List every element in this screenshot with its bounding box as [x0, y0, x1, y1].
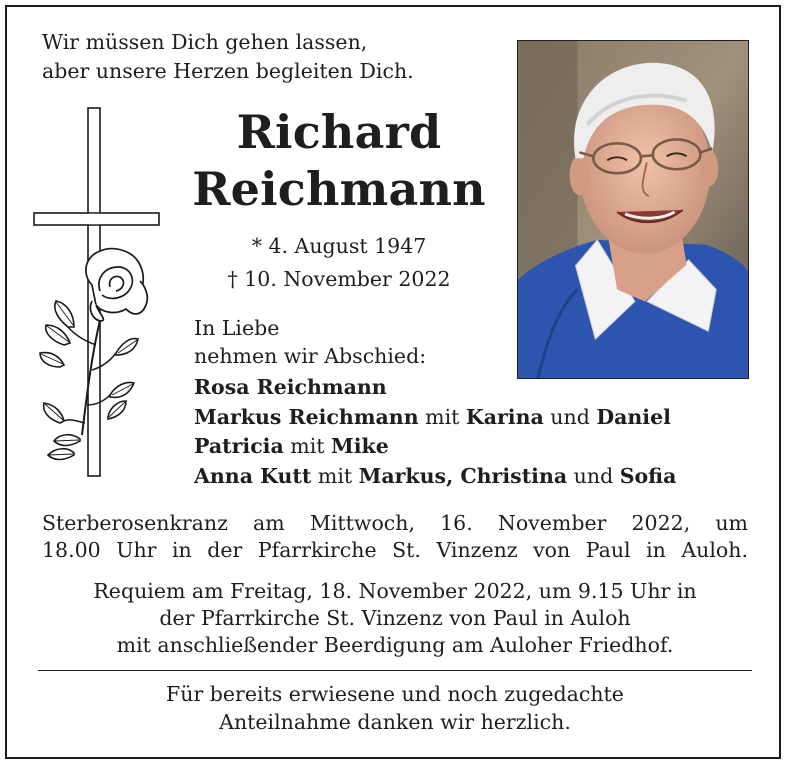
mourners-list: [194, 373, 676, 491]
death-date: † 10. November 2022: [227, 267, 451, 291]
life-dates: [196, 230, 482, 296]
mourner-name: Daniel: [596, 404, 671, 429]
mourner-name: Markus Reichmann: [194, 404, 419, 429]
rosary-notice: [42, 510, 748, 564]
mourner-name: Karina: [465, 404, 544, 429]
motto-line-2: aber unsere Herzen begleiten Dich.: [42, 59, 414, 83]
requiem-line-2: der Pfarrkirche St. Vinzenz von Paul in Auloh: [159, 606, 631, 630]
rosary-line-1: Sterberosenkranz am Mittwoch, 16. November 2022, um: [42, 511, 748, 535]
thanks-line-2: Anteilnahme danken wir herzlich.: [219, 710, 571, 734]
cross-with-rose-icon: [30, 105, 165, 485]
rosary-line-2: 18.00 Uhr in der Pfarrkirche St. Vinzenz von Paul in Auloh.: [42, 538, 748, 562]
birth-date: * 4. August 1947: [251, 234, 427, 258]
thanks-note: [40, 680, 750, 736]
requiem-line-1: Requiem am Freitag, 18. November 2022, um 9.15 Uhr in: [93, 579, 697, 603]
farewell-line-2: nehmen wir Abschied:: [194, 344, 427, 368]
first-name: Richard: [236, 105, 442, 159]
mourner-name: Rosa Reichmann: [194, 375, 387, 399]
mourner-line: [194, 432, 676, 462]
mourner-name: Patricia: [194, 434, 284, 458]
connector-text: und: [567, 463, 620, 488]
portrait-photo: [517, 40, 749, 379]
connector-text: mit: [311, 463, 359, 488]
farewell-line-1: In Liebe: [194, 316, 280, 340]
deceased-name: [192, 104, 486, 218]
mourner-name: Mike: [331, 434, 389, 458]
connector-text: und: [543, 404, 597, 429]
last-name: Reichmann: [192, 162, 486, 216]
mourner-name: Anna Kutt: [194, 463, 312, 488]
mourner-name: Sofia: [619, 463, 677, 488]
farewell-intro: [194, 314, 426, 370]
motto-line-1: Wir müssen Dich gehen lassen,: [42, 30, 368, 54]
requiem-notice: [40, 578, 750, 659]
divider: [38, 670, 752, 671]
mourner-line: [194, 462, 676, 492]
motto: [42, 28, 414, 86]
requiem-line-3: mit anschließender Beerdigung am Auloher Friedhof.: [116, 633, 674, 657]
thanks-line-1: Für bereits erwiesene und noch zugedachte: [166, 682, 624, 706]
connector-text: mit: [283, 434, 332, 458]
connector-text: mit: [418, 404, 466, 429]
mourner-name: Markus, Christina: [358, 463, 568, 488]
mourner-line: [194, 403, 676, 433]
